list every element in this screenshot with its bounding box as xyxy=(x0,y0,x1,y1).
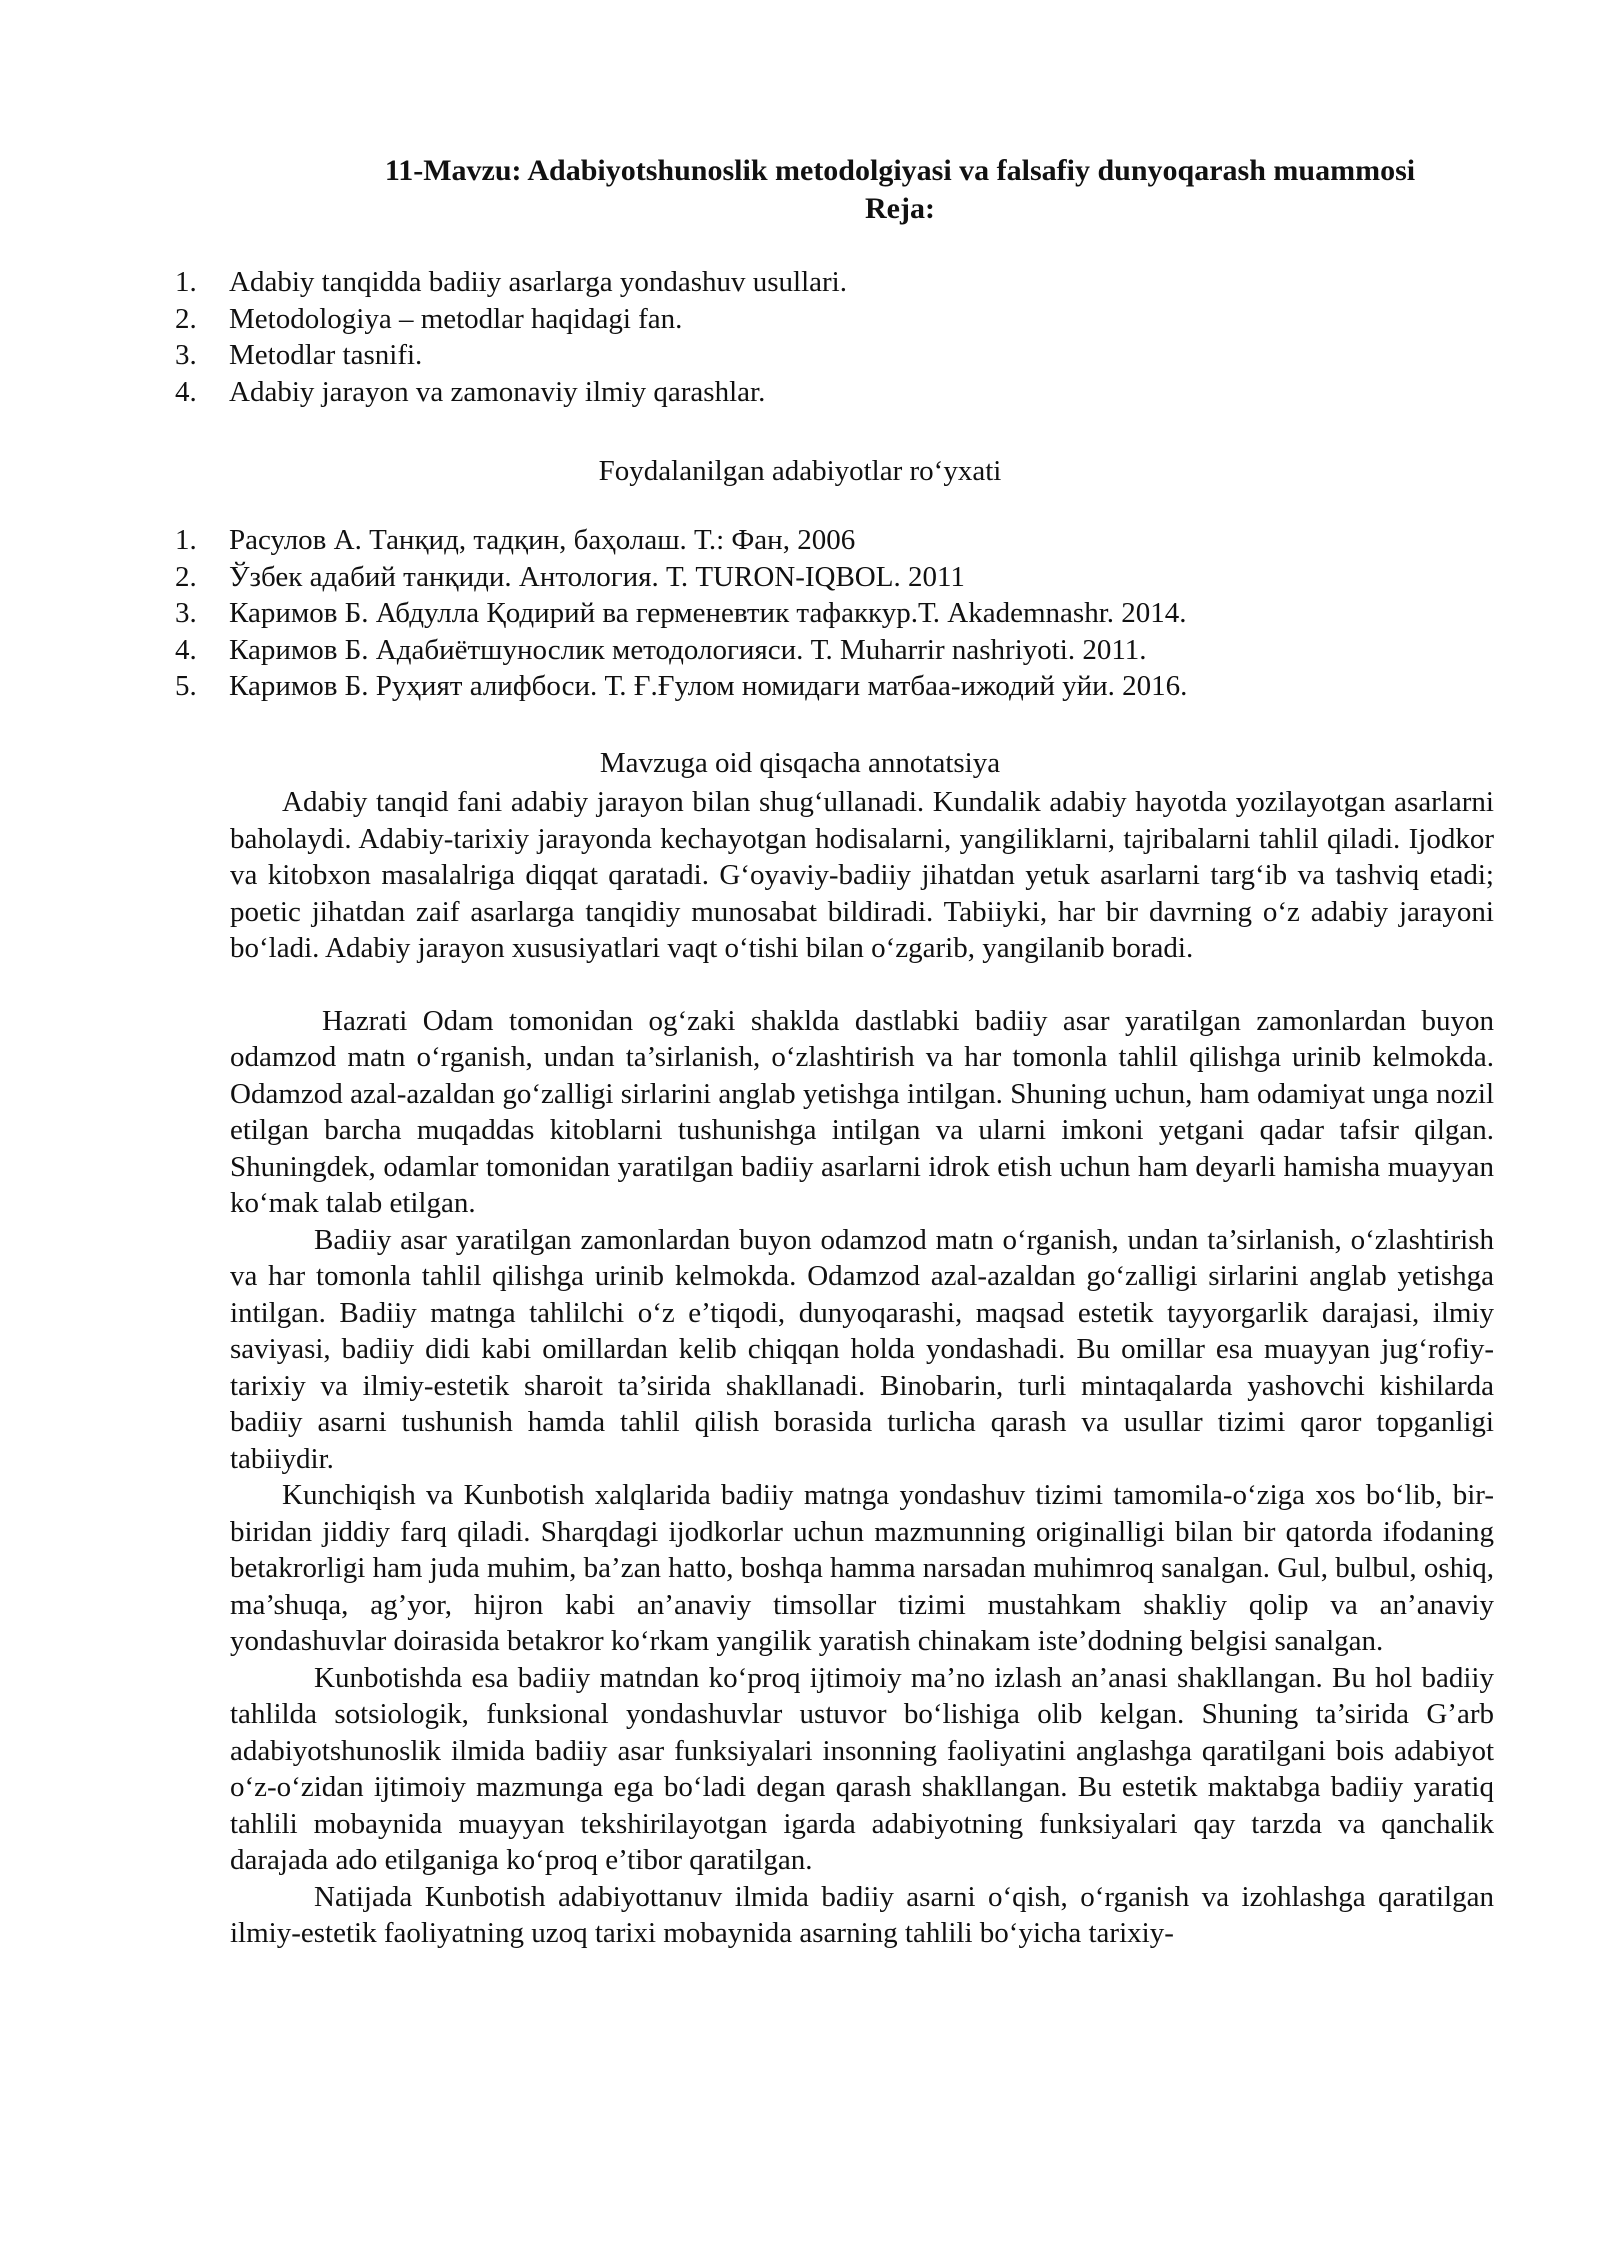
list-number: 4. xyxy=(175,375,197,408)
list-text: Metodologiya – metodlar haqidagi fan. xyxy=(229,302,683,335)
list-item xyxy=(175,522,1525,559)
list-item xyxy=(175,264,1475,301)
list-text: Adabiy tanqidda badiiy asarlarga yondashuv usullari. xyxy=(229,266,847,298)
page-title: 11-Mavzu: Adabiyotshunoslik metodolgiyasi va falsafiy dunyoqarash muammosi xyxy=(384,154,1416,187)
list-text: Каримов Б. Адабиётшунослик методологияси. Т. Muharrir nashriyoti. 2011. xyxy=(229,633,1147,666)
paragraph: Kunchiqish va Kunbotish xalqlarida badiiy matnga yondashuv tizimi tamomila-o‘ziga xos bo‘lib, bir-biridan jiddiy farq qiladi. Sharqdagi ijodkorlar uchun mazmunning originalligi bilan bir qatorda ifodaning betakrorligi ham juda muhim, ba’zan hatto, boshqa hamma narsadan muhimroq sanalgan. Gul, bulbul, oshiq, ma’shuqa, ag’yor, hijron kabi an’anaviy timsollar tizimi mustahkam shakliy qolip va an’anaviy yondashuvlar doirasida betakror ko‘rkam yangilik yaratish chinakam iste’dodning belgisi sanalgan. xyxy=(230,1479,1494,1657)
list-item xyxy=(175,374,1475,411)
annotation-heading: Mavzuga oid qisqacha annotatsiya xyxy=(599,747,1001,779)
list-item xyxy=(175,595,1525,632)
list-text: Adabiy jarayon va zamonaviy ilmiy qarashlar. xyxy=(229,375,766,408)
list-text: Расулов А. Танқид, тадқин, баҳолаш. Т.: Фан, 2006 xyxy=(229,524,856,556)
list-number: 4. xyxy=(175,633,197,666)
list-number: 1. xyxy=(175,524,197,556)
document-title-block xyxy=(230,152,1570,228)
list-text: Каримов Б. Руҳият алифбоси. Т. Ғ.Ғулом номидаги матбаа-ижодий уйи. 2016. xyxy=(229,670,1188,702)
paragraph: Adabiy tanqid fani adabiy jarayon bilan shug‘ullanadi. Kundalik adabiy hayotda yozilayotgan asarlarni baholaydi. Adabiy-tarixiy jarayonda kechayotgan hodisalarni, yangiliklarni, tajribalarni tahlil qiladi. Ijodkor va kitobxon masalalriga diqqat qaratadi. G‘oyaviy-badiiy jihatdan yetuk asarlarni targ‘ib va tashviq etadi; poetic jihatdan zaif asarlarga tanqidiy munosabat bildiradi. Tabiiyki, har bir davrning o‘z adabiy jarayoni bo‘ladi. Adabiy jarayon xususiyatlari vaqt o‘tishi bilan o‘zgarib, yangilanib boradi. xyxy=(230,786,1494,964)
list-text: Metodlar tasnifi. xyxy=(229,339,423,371)
list-item xyxy=(175,632,1525,669)
list-text: Каримов Б. Абдулла Қодирий ва герменевтик тафаккур.Т. Akademnashr. 2014. xyxy=(229,597,1187,629)
list-text: Ўзбек адабий танқиди. Антология. Т. TURON-IQBOL. 2011 xyxy=(229,560,965,593)
paragraph: Hazrati Odam tomonidan og‘zaki shaklda dastlabki badiiy asar yaratilgan zamonlardan buyon odamzod matn o‘rganish, undan ta’sirlanish, o‘zlashtirish va har tomonla tahlil qilishga urinib kelmokda. Odamzod azal-azaldan go‘zalligi sirlarini anglab yetishga intilgan. Shuning uchun, ham odamiyat unga nozil etilgan barcha muqaddas kitoblarni tushunishga intilgan va ularni imkoni yetgani qadar tafsir qilgan. Shuningdek, odamlar tomonidan yaratilgan badiiy asarlarni idrok etish uchun ham deyarli hamisha muayyan ko‘mak talab etilgan. xyxy=(230,1004,1494,1219)
annotation-body xyxy=(230,784,1494,1952)
plan-list xyxy=(175,264,1475,410)
list-item xyxy=(175,559,1525,596)
list-number: 3. xyxy=(175,597,197,629)
references-list xyxy=(175,522,1525,705)
paragraph-spacer xyxy=(230,967,1494,1003)
list-item xyxy=(175,668,1525,705)
paragraph: Badiiy asar yaratilgan zamonlardan buyon odamzod matn o‘rganish, undan ta’sirlanish, o‘zlashtirish va har tomonla tahlil qilishga urinib kelmokda. Odamzod azal-azaldan go‘zalligi sirlarini anglab yetishga intilgan. Badiiy matnga tahlilchi o‘z e’tiqodi, dunyoqarashi, maqsad estetik tayyorgarlik darajasi, ilmiy saviyasi, badiiy didi kabi omillardan kelib chiqqan holda yondashadi. Bu omillar esa muayyan jug‘rofiy-tarixiy va ilmiy-estetik sharoit ta’sirida shakllanadi. Binobarin, turli mintaqalarda yashovchi kishilarda badiiy asarni tushunish hamda tahlil qilish borasida turlicha qarash va usullar tizimi qaror topganligi tabiiydir. xyxy=(230,1223,1494,1475)
list-number: 1. xyxy=(175,266,197,298)
paragraph: Natijada Kunbotish adabiyottanuv ilmida badiiy asarni o‘qish, o‘rganish va izohlashga qaratilgan ilmiy-estetik faoliyatning uzoq tarixi mobaynida asarning tahlili bo‘yicha tarixiy- xyxy=(230,1880,1494,1949)
list-number: 3. xyxy=(175,339,197,371)
references-heading: Foydalanilgan adabiyotlar ro‘yxati xyxy=(598,455,1002,487)
list-number: 5. xyxy=(175,670,197,702)
paragraph: Kunbotishda esa badiiy matndan ko‘proq ijtimoiy ma’no izlash an’anasi shakllangan. Bu hol badiiy tahlilda sotsiologik, funksional yondashuvlar ustuvor bo‘lishiga olib kelgan. Shuning ta’sirida G’arb adabiyotshunoslik ilmida badiiy asar funksiyalari insonning faoliyatini anglashga qaratilgani bois adabiyot o‘z-o‘zidan ijtimoiy mazmunga ega bo‘ladi degan qarash shakllangan. Bu estetik maktabga badiiy yaratiq tahlili mobaynida muayyan tekshirilayotgan igarda adabiyotning funksiyalari qay tarzda va qanchalik darajada ado etilganiga ko‘proq e’tibor qaratilgan. xyxy=(230,1661,1494,1876)
list-item xyxy=(175,337,1475,374)
list-number: 2. xyxy=(175,560,197,593)
list-item xyxy=(175,301,1475,338)
list-number: 2. xyxy=(175,302,197,335)
plan-heading: Reja: xyxy=(865,192,935,225)
